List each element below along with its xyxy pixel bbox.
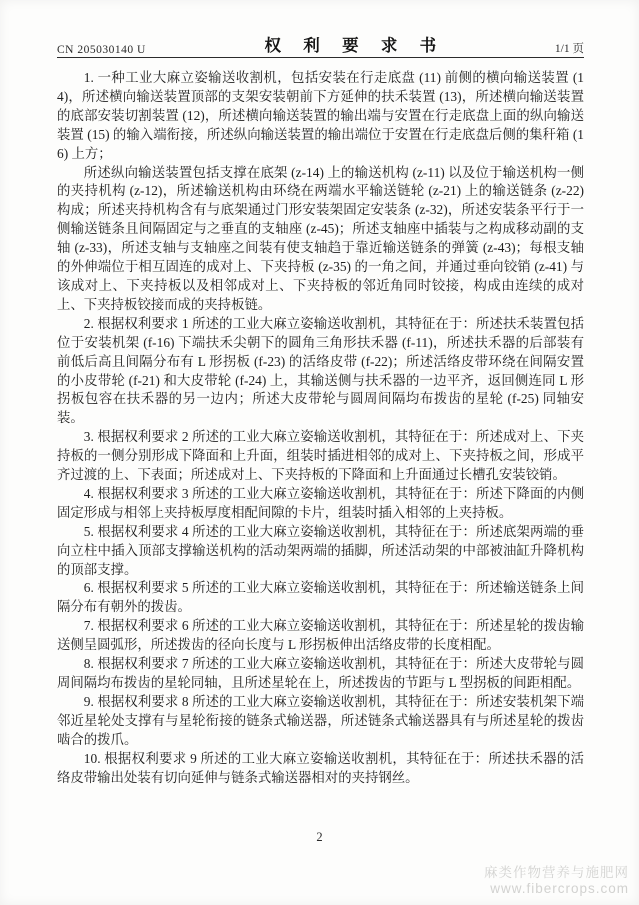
page-header bbox=[57, 36, 584, 56]
claim-paragraph: 所述纵向输送装置包括支撑在底架 (z-14) 上的输送机构 (z-11) 以及位于输送机构一侧的夹持机构 (z-12)，所述输送机构由环绕在两端水平输送链轮 (z-21) 上的输送链条 (z-22) 构成；所述夹持机构含有与底架通过门形安装架固定安装条 (z-32)，所述安装条平行于一侧输送链条且间隔固定与之垂直的支轴座 (z-45)；所述支轴座中插装与之构成移动副的支轴 (z-33)，所述支轴与支轴座之间装有使支轴趋于靠近输送链条的弹簧 (z-43)；每根支轴的外伸端位于相互固连的成对上、下夹持板 (z-35) 的一角之间，并通过垂向铰销 (z-41) 与该成对上、下夹持板以及相邻成对上、下夹持板的邻近角同时铰接，构成由连续的成对上、下夹持板铰接而成的夹持板链。 bbox=[57, 164, 584, 312]
header-divider bbox=[57, 57, 584, 58]
page-indicator: 1/1 页 bbox=[554, 43, 584, 55]
document-number: CN 205030140 U bbox=[57, 44, 146, 56]
claim-paragraph: 3. 根据权利要求 2 所述的工业大麻立姿输送收割机，其特征在于：所述成对上、下夹持板的一侧分别形成下降面和上升面，组装时插进相邻的成对上、下夹持板之间，形成平齐过渡的上、下表面；所述成对上、下夹持板的下降面和上升面通过长槽孔安装铰销。 bbox=[57, 429, 584, 483]
claim-paragraph: 7. 根据权利要求 6 所述的工业大麻立姿输送收割机，其特征在于：所述星轮的拨齿输送侧呈圆弧形，所述拨齿的径向长度与 L 形拐板伸出活络皮带的长度相配。 bbox=[57, 618, 584, 653]
watermark bbox=[484, 865, 629, 897]
claim-paragraph: 1. 一种工业大麻立姿输送收割机，包括安装在行走底盘 (11) 前侧的横向输送装置 (14)，所述横向输送装置顶部的支架安装朝前下方延伸的扶禾装置 (13)，所述横向输送装置的底部安装切割装置 (12)，所述横向输送装置的输出端与安置在行走底盘上面的纵向输送装置 (15) 的输入端衔接，所述纵向输送装置的输出端位于安置在行走底盘后侧的集秆箱 (16) 上方； bbox=[57, 70, 584, 161]
claim-paragraph: 9. 根据权利要求 8 所述的工业大麻立姿输送收割机，其特征在于：所述安装机架下端邻近星轮处支撑有与星轮衔接的链条式输送器，所述链条式输送器具有与所述星轮的拨齿啮合的拨爪。 bbox=[57, 693, 584, 747]
claims-body bbox=[57, 69, 584, 787]
claim-paragraph: 2. 根据权利要求 1 所述的工业大麻立姿输送收割机，其特征在于：所述扶禾装置包括位于安装机架 (f-16) 下端扶禾尖朝下的圆角三角形扶禾器 (f-11)，所述扶禾器的后部装有前低后高且间隔分布有 L 形拐板 (f-23) 的活络皮带 (f-22)；所述活络皮带环绕在间隔安置的小皮带轮 (f-21) 和大皮带轮 (f-24) 上，其输送侧与扶禾器的一边平齐，返回侧连同 L 形拐板包容在扶禾器的另一边内；所述大皮带轮与圆周间隔均布拨齿的星轮 (f-25) 同轴安装。 bbox=[57, 315, 584, 426]
claim-paragraph: 4. 根据权利要求 3 所述的工业大麻立姿输送收割机，其特征在于：所述下降面的内侧固定形成与相邻上夹持板厚度相配间隙的卡片，组装时插入相邻的上夹持板。 bbox=[57, 485, 584, 520]
claim-paragraph: 10. 根据权利要求 9 所述的工业大麻立姿输送收割机，其特征在于：所述扶禾器的活络皮带输出处装有切向延伸与链条式输送器相对的夹持钢丝。 bbox=[57, 750, 584, 785]
page-title: 权 利 要 求 书 bbox=[264, 36, 446, 55]
claim-paragraph: 8. 根据权利要求 7 所述的工业大麻立姿输送收割机，其特征在于：所述大皮带轮与圆周间隔均布拨齿的星轮同轴，且所述星轮在上，所述拨齿的节距与 L 型拐板的间距相配。 bbox=[57, 656, 584, 690]
watermark-site-name: 麻类作物营养与施肥网 bbox=[484, 865, 629, 880]
page-number: 2 bbox=[316, 830, 323, 844]
claim-paragraph: 5. 根据权利要求 4 所述的工业大麻立姿输送收割机，其特征在于：所述底架两端的垂向立柱中插入顶部支撑输送机构的活动架两端的插脚，所述活动架的中部被油缸升降机构的顶部支撑。 bbox=[57, 523, 584, 577]
claim-paragraph: 6. 根据权利要求 5 所述的工业大麻立姿输送收割机，其特征在于：所述输送链条上间隔分布有朝外的拨齿。 bbox=[57, 580, 584, 615]
watermark-site-url: www.fibercrops.com bbox=[490, 881, 629, 896]
